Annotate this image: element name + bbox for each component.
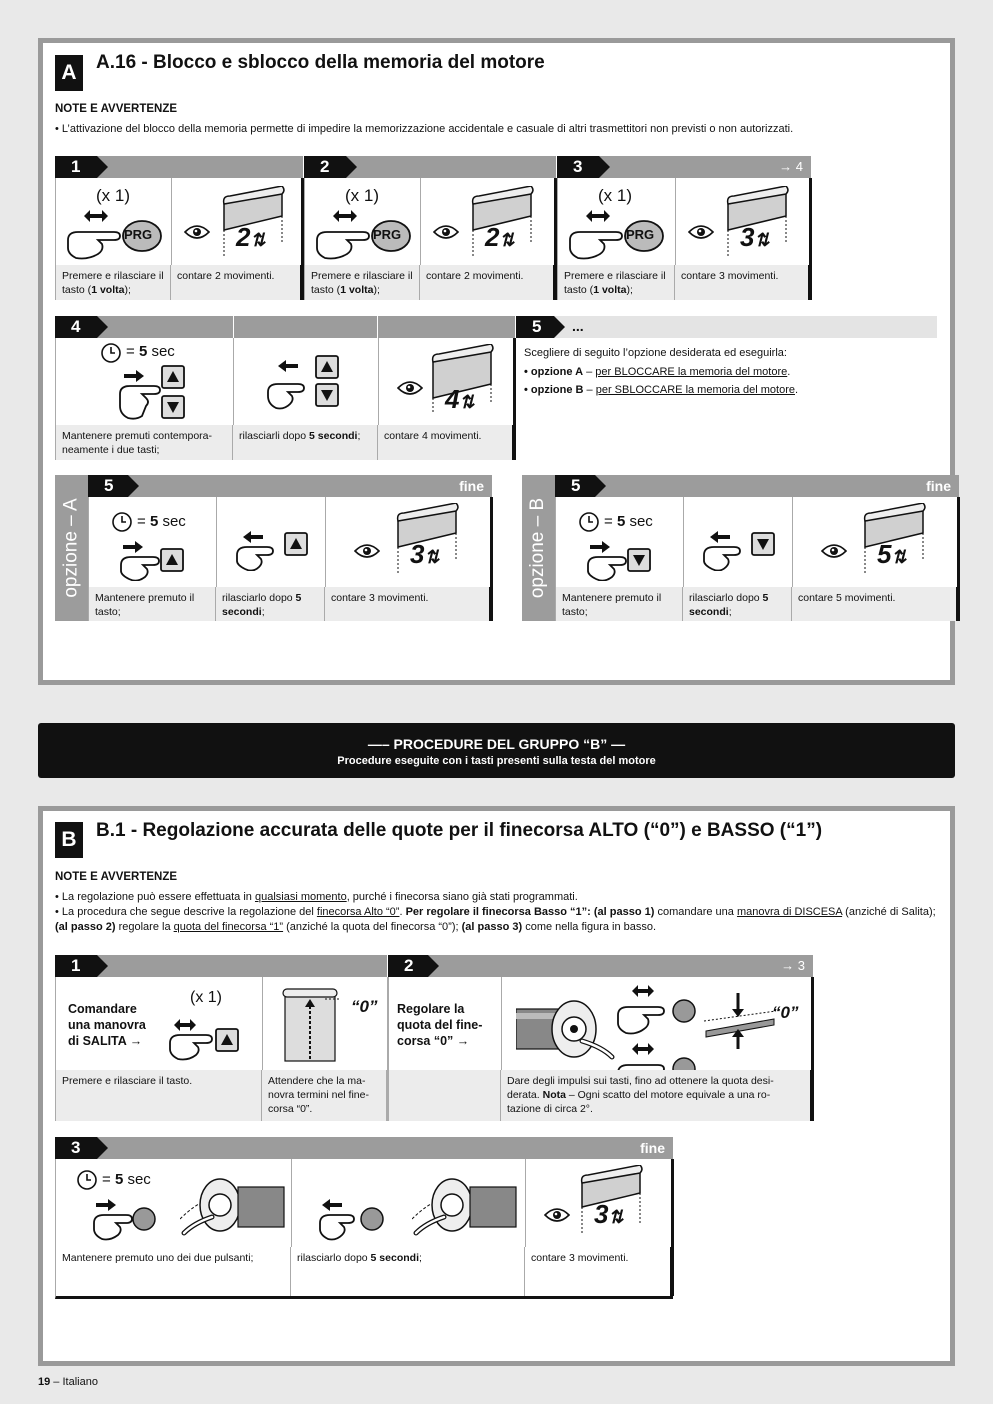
section-b-notes-heading: NOTE E AVVERTENZE (55, 871, 178, 883)
step4-caption-2: rilasciarli dopo 5 secondi; (233, 425, 378, 460)
optionB-label: opzione – B (522, 475, 555, 621)
b-step3-count: 3⇅ (594, 1199, 624, 1229)
b-step2-caption: Dare degli impulsi sui tasti, fino ad ottenere la quota desi-derata. Nota – Ogni scatto del motore equivale a una ro-tazione di circa 2°. (501, 1070, 813, 1121)
b-step3-caption-2: rilasciarlo dopo 5 secondi; (291, 1247, 525, 1296)
step3-caption-1: Premere e rilasciare il tasto (1 volta); (558, 265, 675, 300)
eye-icon (354, 543, 380, 559)
b-step2-header (388, 955, 813, 977)
step4-tab: 4 (55, 316, 97, 338)
b-step2-caption-0 (389, 1070, 501, 1121)
hand-press-button-icon (90, 1195, 160, 1241)
optionB-end: fine (926, 478, 951, 494)
eye-icon (688, 224, 714, 240)
step3-next: → 4 (779, 159, 803, 174)
clock-icon (578, 511, 600, 533)
b-step1-press: (x 1) (190, 989, 222, 1006)
section-a-title: A.16 - Blocco e sblocco della memoria del motore (96, 52, 545, 73)
step1-header (55, 156, 303, 178)
motor-head-icon (516, 991, 626, 1071)
step4-caption-3: contare 4 movimenti. (378, 425, 515, 460)
clock-icon (111, 511, 133, 533)
step5-option-b: • opzione B – per SBLOCCARE la memoria del motore. (524, 384, 799, 396)
b-step3-caption-3: contare 3 movimenti. (525, 1247, 673, 1296)
optionB-caption-1: Mantenere premuto il tasto; (556, 587, 683, 621)
shutter-up-icon (281, 987, 341, 1065)
step5-option-a: • opzione A – per BLOCCARE la memoria del motore. (524, 366, 791, 378)
b-step3-time: = 5 sec (102, 1171, 151, 1188)
banner-subtitle: Procedure eseguite con i tasti presenti sulla testa del motore (337, 755, 656, 767)
optionA-label: opzione – A (55, 475, 88, 621)
motor-head-icon (180, 1169, 286, 1243)
press-count: (x 1) (598, 186, 632, 205)
hand-release-key-icon (700, 527, 780, 571)
b-step1-zero: “0” (351, 997, 378, 1016)
b-step1-caption-2: Attendere che la ma-novra termini nel fine-corsa “0”. (262, 1070, 387, 1121)
b-step3-header (55, 1137, 673, 1159)
prg-key-label: PRG (124, 227, 153, 242)
b-step3-tab: 3 (55, 1137, 97, 1159)
step2-caption-2: contare 2 movimenti. (420, 265, 556, 300)
group-b-banner (38, 723, 955, 778)
section-b-note-2: • La procedura che segue descrive la regolazione del finecorsa Alto “0”. Per regolare il finecorsa Basso “1”: (al passo 1) comandare una manovra di DISCESA (anziché di Salita); (al passo 2) regolare la quota del finecorsa “1” (anziché la quota del finecorsa “0”); (al passo 3) come nella figura in basso. (55, 906, 936, 933)
hand-release-button-icon (316, 1195, 386, 1241)
eye-icon (821, 543, 847, 559)
clock-icon (76, 1169, 98, 1191)
b-step2-next: → 3 (781, 958, 805, 973)
step1-caption-2: contare 2 movimenti. (171, 265, 303, 300)
step5-tab: 5 (516, 316, 554, 338)
eye-icon (184, 224, 210, 240)
b-step2-label: Regolare la quota del fine-corsa “0” → (397, 1002, 483, 1048)
b-step1-label: Comandare una manovra di SALITA → (68, 1002, 146, 1048)
press-count: (x 1) (345, 186, 379, 205)
step3-caption-2: contare 3 movimenti. (675, 265, 811, 300)
count-label: 3⇅ (740, 222, 770, 252)
step2-caption-1: Premere e rilasciare il tasto (1 volta); (305, 265, 420, 300)
optionA-caption-1: Mantenere premuto il tasto; (89, 587, 216, 621)
eye-icon (544, 1207, 570, 1223)
optionB-tab: 5 (555, 475, 595, 497)
optionB-time: = 5 sec (604, 513, 653, 530)
step4-count: 4⇅ (445, 384, 475, 414)
prg-key-label: PRG (626, 227, 655, 242)
section-b-note-1: • La regolazione può essere effettuata in qualsiasi momento, purché i finecorsa siano già stati programmati. (55, 891, 578, 903)
press-count: (x 1) (96, 186, 130, 205)
optionB-header (555, 475, 959, 497)
clock-icon (100, 342, 122, 364)
optionB-count: 5⇅ (877, 539, 907, 569)
step3-header (557, 156, 811, 178)
step2-header (304, 156, 556, 178)
optionA-header (88, 475, 492, 497)
eye-icon (433, 224, 459, 240)
optionB-caption-3: contare 5 movimenti. (792, 587, 959, 621)
b-step1-tab: 1 (55, 955, 97, 977)
count-label: 2⇅ (485, 222, 515, 252)
step1-tab: 1 (55, 156, 97, 178)
prg-key-label: PRG (373, 227, 402, 242)
section-a-note: • L’attivazione del blocco della memoria permette di impedire la memorizzazione accidentale e casuale di altri trasmettitori non previsti o non autorizzati. (55, 123, 794, 135)
optionA-tab: 5 (88, 475, 128, 497)
optionA-end: fine (459, 478, 484, 494)
hand-press-up-down-icon (116, 364, 188, 422)
hand-release-key-icon (233, 527, 313, 571)
motor-head-icon (412, 1169, 518, 1243)
optionA-time: = 5 sec (137, 513, 186, 530)
step5-intro: Scegliere di seguito l’opzione desiderata ed eseguirla: (524, 347, 787, 359)
step5-header (516, 316, 937, 338)
step3-tab: 3 (557, 156, 599, 178)
section-a-badge: A (55, 55, 83, 91)
section-b-title: B.1 - Regolazione accurata delle quote per il finecorsa ALTO (“0”) e BASSO (“1”) (96, 820, 823, 841)
hand-press-up-icon (166, 1015, 244, 1061)
page-footer: 19 – Italiano (38, 1376, 98, 1388)
b-step3-caption-1: Mantenere premuto uno dei due pulsanti; (56, 1247, 291, 1296)
step2-tab: 2 (304, 156, 346, 178)
b-step3-end: fine (640, 1140, 665, 1156)
eye-icon (397, 380, 423, 396)
b-step2-tab: 2 (388, 955, 428, 977)
optionA-count: 3⇅ (410, 539, 440, 569)
hand-release-up-down-icon (264, 354, 346, 412)
section-a-notes-heading: NOTE E AVVERTENZE (55, 103, 178, 115)
step4-header (55, 316, 515, 338)
step5-dots: ... (572, 318, 584, 334)
b-step1-caption-1: Premere e rilasciare il tasto. (56, 1070, 262, 1121)
limit-adjust-icon (702, 991, 778, 1051)
banner-title: —– PROCEDURE DEL GRUPPO “B” — (367, 736, 626, 752)
b-step2-zero: “0” (772, 1003, 799, 1022)
hand-press-button-icon (614, 981, 704, 1041)
optionA-caption-2: rilasciarlo dopo 5 secondi; (216, 587, 325, 621)
b-step1-header (55, 955, 387, 977)
optionB-caption-2: rilasciarlo dopo 5 secondi; (683, 587, 792, 621)
step4-caption-1: Mantenere premuti contempora-neamente i due tasti; (56, 425, 233, 460)
optionA-caption-3: contare 3 movimenti. (325, 587, 492, 621)
hand-press-key-icon (117, 537, 189, 581)
step4-time: = 5 sec (126, 343, 175, 360)
count-label: 2⇅ (236, 222, 266, 252)
step1-caption-1: Premere e rilasciare il tasto (1 volta); (56, 265, 171, 300)
section-b-badge: B (55, 822, 83, 858)
hand-press-key-icon (584, 537, 656, 581)
